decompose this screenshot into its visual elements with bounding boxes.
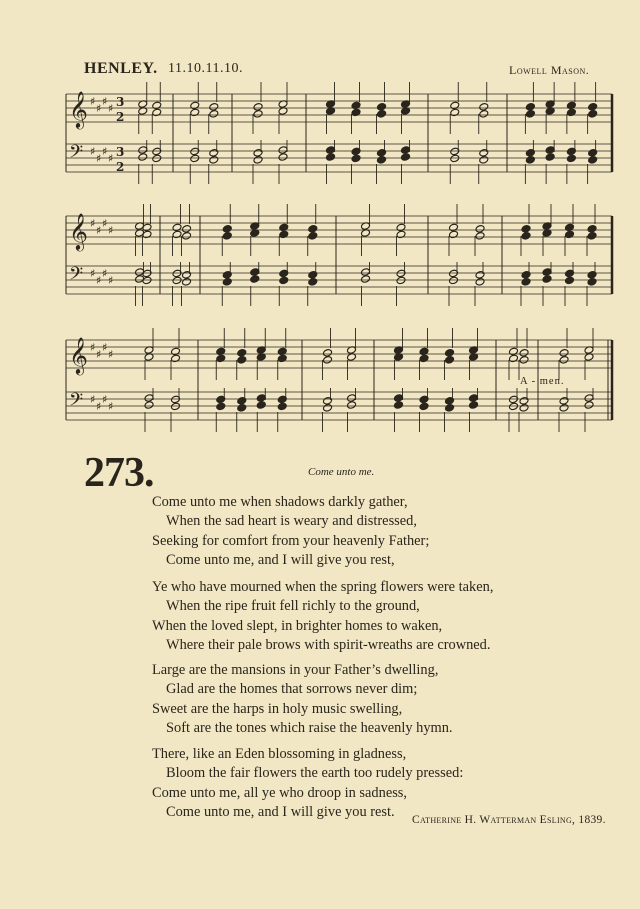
note-head (588, 156, 598, 165)
note-head (565, 276, 575, 285)
note-head (587, 225, 597, 234)
note-head (587, 278, 597, 287)
note-head (401, 146, 411, 155)
note-head (347, 394, 357, 403)
note-head (323, 356, 333, 365)
note-head (216, 402, 226, 411)
bass-clef: 𝄢 (69, 390, 84, 415)
note-head (394, 401, 404, 410)
note-head (445, 349, 455, 358)
note-head (253, 149, 263, 158)
note-head (377, 156, 387, 165)
stanza-1 (152, 493, 429, 571)
note-head (190, 154, 200, 163)
note-head (250, 268, 260, 277)
time-signature: 2 (116, 110, 125, 124)
note-head (545, 146, 555, 155)
note-head (587, 271, 597, 280)
stanza-3 (152, 661, 453, 739)
sharp-sign: ♯ (96, 224, 102, 237)
note-head (479, 156, 489, 165)
note-head (323, 404, 333, 413)
verse-line: Bloom the fair flowers the earth too rudely pressed: (166, 765, 464, 782)
verse-line: Come unto me, all ye who droop in sadness, (152, 784, 407, 801)
sharp-sign: ♯ (90, 145, 96, 158)
verse-line: There, like an Eden blossoming in gladness, (152, 746, 407, 762)
note-head (394, 394, 404, 403)
verse-line: Glad are the homes that sorrows never dim; (166, 681, 418, 698)
note-head (445, 397, 455, 406)
note-head (479, 149, 489, 158)
sharp-sign: ♯ (90, 341, 96, 354)
stanza-4 (152, 745, 463, 823)
note-head (237, 397, 247, 406)
note-head (521, 271, 531, 280)
hymn-number: 273. (84, 450, 154, 496)
note-head (559, 356, 569, 365)
hymn-subtitle: Come unto me. (308, 466, 375, 478)
note-head (253, 156, 263, 165)
verse-line: Large are the mansions in your Father’s dwelling, (152, 662, 439, 678)
note-head (475, 278, 485, 287)
note-head (361, 268, 371, 277)
treble-clef: 𝄞 (69, 90, 88, 128)
note-head (519, 356, 529, 365)
verse-line: Come unto me, and I will give you rest. (166, 804, 395, 821)
note-head (209, 156, 219, 165)
note-head (584, 394, 594, 403)
note-head (519, 404, 529, 413)
note-head (419, 402, 429, 411)
sharp-sign: ♯ (102, 393, 108, 406)
note-head (308, 278, 318, 287)
sharp-sign: ♯ (96, 274, 102, 287)
note-head (308, 232, 318, 241)
note-head (475, 232, 485, 241)
note-head (279, 276, 289, 285)
note-head (182, 225, 192, 234)
note-head (401, 153, 411, 162)
note-head (326, 146, 336, 155)
note-head (278, 153, 288, 162)
note-head (450, 154, 460, 163)
note-head (182, 271, 192, 280)
verse-line: Seeking for comfort from your heavenly Father; (152, 532, 430, 549)
note-head (479, 103, 489, 112)
note-head (209, 103, 219, 112)
note-head (361, 275, 371, 284)
sharp-sign: ♯ (102, 341, 108, 354)
note-head (479, 110, 489, 119)
note-head (588, 110, 598, 119)
note-head (209, 110, 219, 119)
note-head (377, 110, 387, 119)
bass-clef: 𝄢 (69, 142, 84, 167)
sharp-sign: ♯ (108, 152, 114, 165)
verse-line: When the loved slept, in brighter homes to waken, (152, 617, 443, 634)
sharp-sign: ♯ (96, 152, 102, 165)
sharp-sign: ♯ (90, 95, 96, 108)
note-head (222, 232, 232, 241)
note-head (559, 404, 569, 413)
note-head (308, 271, 318, 280)
note-head (323, 349, 333, 358)
note-head (525, 156, 535, 165)
sharp-sign: ♯ (102, 217, 108, 230)
note-head (545, 153, 555, 162)
verse-line: Where their pale brows with spirit-wreaths are crowned. (166, 637, 491, 654)
sharp-sign: ♯ (96, 400, 102, 413)
note-head (509, 402, 519, 411)
sharp-sign: ♯ (102, 145, 108, 158)
note-head (253, 110, 263, 119)
note-head (588, 149, 598, 158)
note-head (377, 149, 387, 158)
tune-name: HENLEY. (84, 60, 158, 77)
verse-line: When the sad heart is weary and distressed, (166, 513, 417, 530)
note-head (182, 278, 192, 287)
note-head (144, 394, 154, 403)
treble-clef: 𝄞 (69, 212, 88, 250)
note-head (475, 271, 485, 280)
note-head (445, 404, 455, 413)
note-head (521, 225, 531, 234)
note-head (182, 232, 192, 241)
verse-line: Sweet are the harps in holy music swelling, (152, 700, 403, 717)
note-head (222, 278, 232, 287)
amen-lyric: A - men. (520, 376, 565, 387)
sharp-sign: ♯ (96, 102, 102, 115)
note-head (326, 153, 336, 162)
note-head (542, 268, 552, 277)
note-head (209, 149, 219, 158)
note-head (222, 271, 232, 280)
note-head (171, 402, 181, 411)
note-head (278, 146, 288, 155)
note-head (256, 394, 266, 403)
note-head (323, 397, 333, 406)
sharp-sign: ♯ (102, 95, 108, 108)
note-head (469, 401, 479, 410)
composer-credit: Lowell Mason. (509, 63, 590, 77)
time-signature: 3 (116, 145, 125, 159)
note-head (347, 401, 357, 410)
note-head (144, 401, 154, 410)
stanza-2 (152, 578, 493, 656)
note-head (559, 397, 569, 406)
time-signature: 3 (116, 95, 125, 109)
note-head (445, 356, 455, 365)
note-head (222, 225, 232, 234)
note-head (277, 402, 287, 411)
note-head (253, 103, 263, 112)
verse-line: Soft are the tones which raise the heavenly hymn. (166, 720, 453, 737)
note-head (525, 103, 535, 112)
note-head (138, 153, 148, 162)
note-head (351, 154, 361, 163)
note-head (396, 276, 406, 285)
note-head (475, 225, 485, 234)
treble-clef: 𝄞 (69, 336, 88, 374)
tune-meter: 11.10.11.10. (168, 61, 243, 76)
note-head (256, 401, 266, 410)
note-head (525, 149, 535, 158)
note-head (521, 278, 531, 287)
note-head (587, 232, 597, 241)
note-head (542, 275, 552, 284)
note-head (521, 232, 531, 241)
verse-line: When the ripe fruit fell richly to the ground, (166, 598, 420, 615)
music-score (0, 0, 640, 440)
verse-line: Ye who have mourned when the spring flowers were taken, (152, 579, 494, 595)
bass-clef: 𝄢 (69, 264, 84, 289)
note-head (250, 275, 260, 284)
sharp-sign: ♯ (90, 217, 96, 230)
note-head (308, 225, 318, 234)
note-head (138, 146, 148, 155)
note-head (566, 154, 576, 163)
time-signature: 2 (116, 160, 125, 174)
author-attribution: Catherine H. Watterman Esling, 1839. (412, 814, 606, 826)
sharp-sign: ♯ (108, 274, 114, 287)
sharp-sign: ♯ (90, 393, 96, 406)
verse-line: Come unto me, and I will give you rest, (166, 552, 395, 569)
note-head (588, 103, 598, 112)
note-head (377, 103, 387, 112)
note-head (469, 394, 479, 403)
note-head (584, 401, 594, 410)
sharp-sign: ♯ (90, 267, 96, 280)
note-head (237, 349, 247, 358)
sharp-sign: ♯ (108, 224, 114, 237)
note-head (559, 349, 569, 358)
note-head (172, 276, 182, 285)
sharp-sign: ♯ (102, 267, 108, 280)
sharp-sign: ♯ (108, 102, 114, 115)
note-head (519, 397, 529, 406)
sharp-sign: ♯ (108, 348, 114, 361)
note-head (519, 349, 529, 358)
verse-line: Come unto me when shadows darkly gather, (152, 494, 408, 510)
note-head (525, 110, 535, 119)
note-head (449, 276, 459, 285)
note-head (152, 154, 162, 163)
sharp-sign: ♯ (96, 348, 102, 361)
note-head (237, 404, 247, 413)
sharp-sign: ♯ (108, 400, 114, 413)
note-head (237, 356, 247, 365)
